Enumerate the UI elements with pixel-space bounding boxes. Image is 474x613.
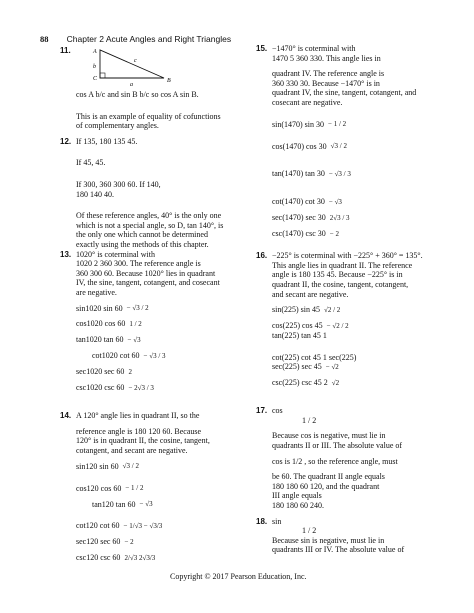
p12-line-2: If 45, 45. [76, 158, 106, 168]
p16-text-1: −225° is coterminal with −225° + 360° = 135°. [272, 251, 423, 261]
p16-eq-tan: tan(225) tan 45 1 [272, 331, 327, 341]
p17-cos: cos [272, 406, 283, 416]
p17-value: 1 / 2 [302, 415, 317, 425]
p18-text-1: Because sin is negative, must lie in [272, 535, 385, 545]
problem-number: 11. [60, 46, 71, 55]
p11-equation: cos A b/c and sin B b/c so cos A sin B. [76, 90, 199, 99]
p13-text-3: 360 300 60. Because 1020° lies in quadrant [76, 268, 216, 278]
label-C: C [93, 76, 98, 82]
label-B: B [167, 78, 171, 84]
triangle-drawing [90, 46, 180, 88]
page-header [40, 34, 231, 44]
problem-14 [60, 411, 238, 563]
p17-text-5: 180 180 60 120, and the quadrant [272, 481, 380, 491]
problem-16 [256, 251, 436, 388]
p14-eq-csc: csc120 csc 60 2/√3 2√3/3 [76, 553, 156, 563]
p16-text-2: This angle lies in quadrant II. The reference [272, 260, 413, 270]
p14-eq-sec: sec120 sec 60 − 2 [76, 537, 134, 547]
p12-line-3: If 300, 360 300 60. If 140, [76, 179, 161, 189]
right-column [256, 44, 436, 555]
p12-line-1: If 135, 180 135 45. [76, 136, 138, 146]
p17-text-1: Because cos is negative, must lie in [272, 431, 386, 441]
p12-text-2: which is not a special angle, so D, tan 140°, is [76, 220, 224, 230]
p16-text-3: angle is 180 135 45. Because −225° is in [272, 270, 403, 280]
p15-eq-tan: tan(1470) tan 30 − √3 / 3 [272, 169, 351, 179]
p13-eq-sin: sin1020 sin 60 − √3 / 2 [76, 303, 149, 313]
problem-number: 16. [256, 251, 268, 261]
p16-text-5: and secant are negative. [272, 289, 349, 299]
p13-text-5: are negative. [76, 287, 117, 297]
label-A: A [93, 49, 97, 55]
p12-line-4: 180 140 40. [76, 189, 114, 199]
left-column [60, 44, 238, 563]
copyright-footer: Copyright © 2017 Pearson Education, Inc. [170, 572, 307, 581]
label-a: a [130, 82, 133, 88]
p14-eq-tan: tan120 tan 60 − √3 [92, 499, 153, 509]
p16-text-4: quadrant II, the cosine, tangent, cotangent, [272, 280, 409, 290]
problem-number: 13. [60, 249, 72, 259]
p15-text-5: quadrant IV, the sine, tangent, cotangent, and [272, 88, 417, 98]
p17-text-6: III angle equals [272, 491, 322, 501]
problem-number: 17. [256, 406, 268, 416]
p18-sin: sin [272, 516, 282, 526]
p14-text-2: reference angle is 180 120 60. Because [76, 426, 202, 436]
p12-text-3: the only one which cannot be determined [76, 230, 208, 240]
label-c: c [134, 58, 137, 64]
p14-text-1: A 120° angle lies in quadrant II, so the [76, 411, 200, 421]
p17-text-4: be 60. The quadrant II angle equals [272, 472, 385, 482]
p15-eq-sin: sin(1470) sin 30 − 1 / 2 [272, 119, 347, 129]
problem-17 [256, 406, 436, 510]
p14-eq-sin: sin120 sin 60 √3 / 2 [76, 461, 139, 471]
right-triangle-figure [90, 46, 180, 88]
p17-text-2: quadrants II or III. The absolute value of [272, 441, 403, 451]
problem-number: 14. [60, 411, 72, 421]
page-number: 88 [40, 34, 49, 44]
p13-text-2: 1020 2 360 300. The reference angle is [76, 259, 201, 269]
problem-number: 18. [256, 516, 268, 526]
p14-eq-cot: cot120 cot 60 − 1/√3 − √3/3 [76, 521, 163, 531]
p13-eq-cot: cot1020 cot 60 − √3 / 3 [92, 351, 166, 361]
p13-text-1: 1020° is coterminal with [76, 249, 155, 259]
p15-text-3: quadrant IV. The reference angle is [272, 69, 385, 79]
problem-11 [60, 46, 238, 131]
problem-13 [60, 250, 238, 394]
problem-number: 12. [60, 136, 72, 146]
p17-text-3: cos is 1/2 , so the reference angle, must [272, 456, 398, 466]
p12-text-1: Of these reference angles, 40° is the only one [76, 211, 222, 221]
problem-18 [256, 517, 436, 555]
p15-text-2: 1470 5 360 330. This angle lies in [272, 53, 381, 63]
p18-text-2: quadrants III or IV. The absolute value of [272, 545, 405, 555]
p17-text-7: 180 180 60 240. [272, 501, 324, 510]
p15-text-6: cosecant are negative. [272, 97, 343, 107]
problem-12 [60, 137, 238, 250]
p13-eq-sec: sec1020 sec 60 2 [76, 367, 132, 377]
problem-number: 15. [256, 44, 268, 53]
p13-eq-cos: cos1020 cos 60 1 / 2 [76, 319, 142, 329]
p16-eq-sec: sec(225) sec 45 − √2 [272, 362, 339, 372]
p11-text-2: of complementary angles. [76, 121, 159, 131]
p13-text-4: IV, the sine, tangent, cotangent, and cosecant [76, 278, 220, 288]
p14-eq-cos: cos120 cos 60 − 1 / 2 [76, 483, 144, 493]
p13-eq-csc: csc1020 csc 60 − 2√3 / 3 [76, 383, 154, 393]
p15-eq-sec: sec(1470) sec 30 2√3 / 3 [272, 213, 350, 223]
p16-eq-sin: sin(225) sin 45 √2 / 2 [272, 305, 341, 315]
p15-eq-csc: csc(1470) csc 30 − 2 [272, 229, 339, 239]
p15-text-4: 360 330 30. Because −1470° is in [272, 78, 380, 88]
p15-eq-cos: cos(1470) cos 30 √3 / 2 [272, 141, 347, 151]
p16-eq-cos: cos(225) cos 45 − √2 / 2 [272, 321, 349, 331]
problem-15 [256, 44, 436, 239]
p13-eq-tan: tan1020 tan 60 − √3 [76, 335, 141, 345]
p18-value: 1 / 2 [302, 526, 317, 536]
p14-text-4: cotangent, and secant are negative. [76, 446, 188, 455]
label-b: b [93, 64, 96, 70]
p12-text-4: exactly using the methods of this chapter. [76, 239, 209, 249]
chapter-title: Chapter 2 Acute Angles and Right Triangles [66, 34, 232, 44]
p15-text-1: −1470° is coterminal with [272, 44, 356, 53]
p11-text-1: This is an example of equality of cofunctions [76, 111, 221, 121]
p16-eq-csc: csc(225) csc 45 2 √2 [272, 378, 340, 388]
p15-eq-cot: cot(1470) cot 30 − √3 [272, 197, 342, 207]
p16-eq-cot: cot(225) cot 45 1 sec(225) [272, 352, 357, 362]
p14-text-3: 120° is in quadrant II, the cosine, tangent, [76, 436, 210, 446]
